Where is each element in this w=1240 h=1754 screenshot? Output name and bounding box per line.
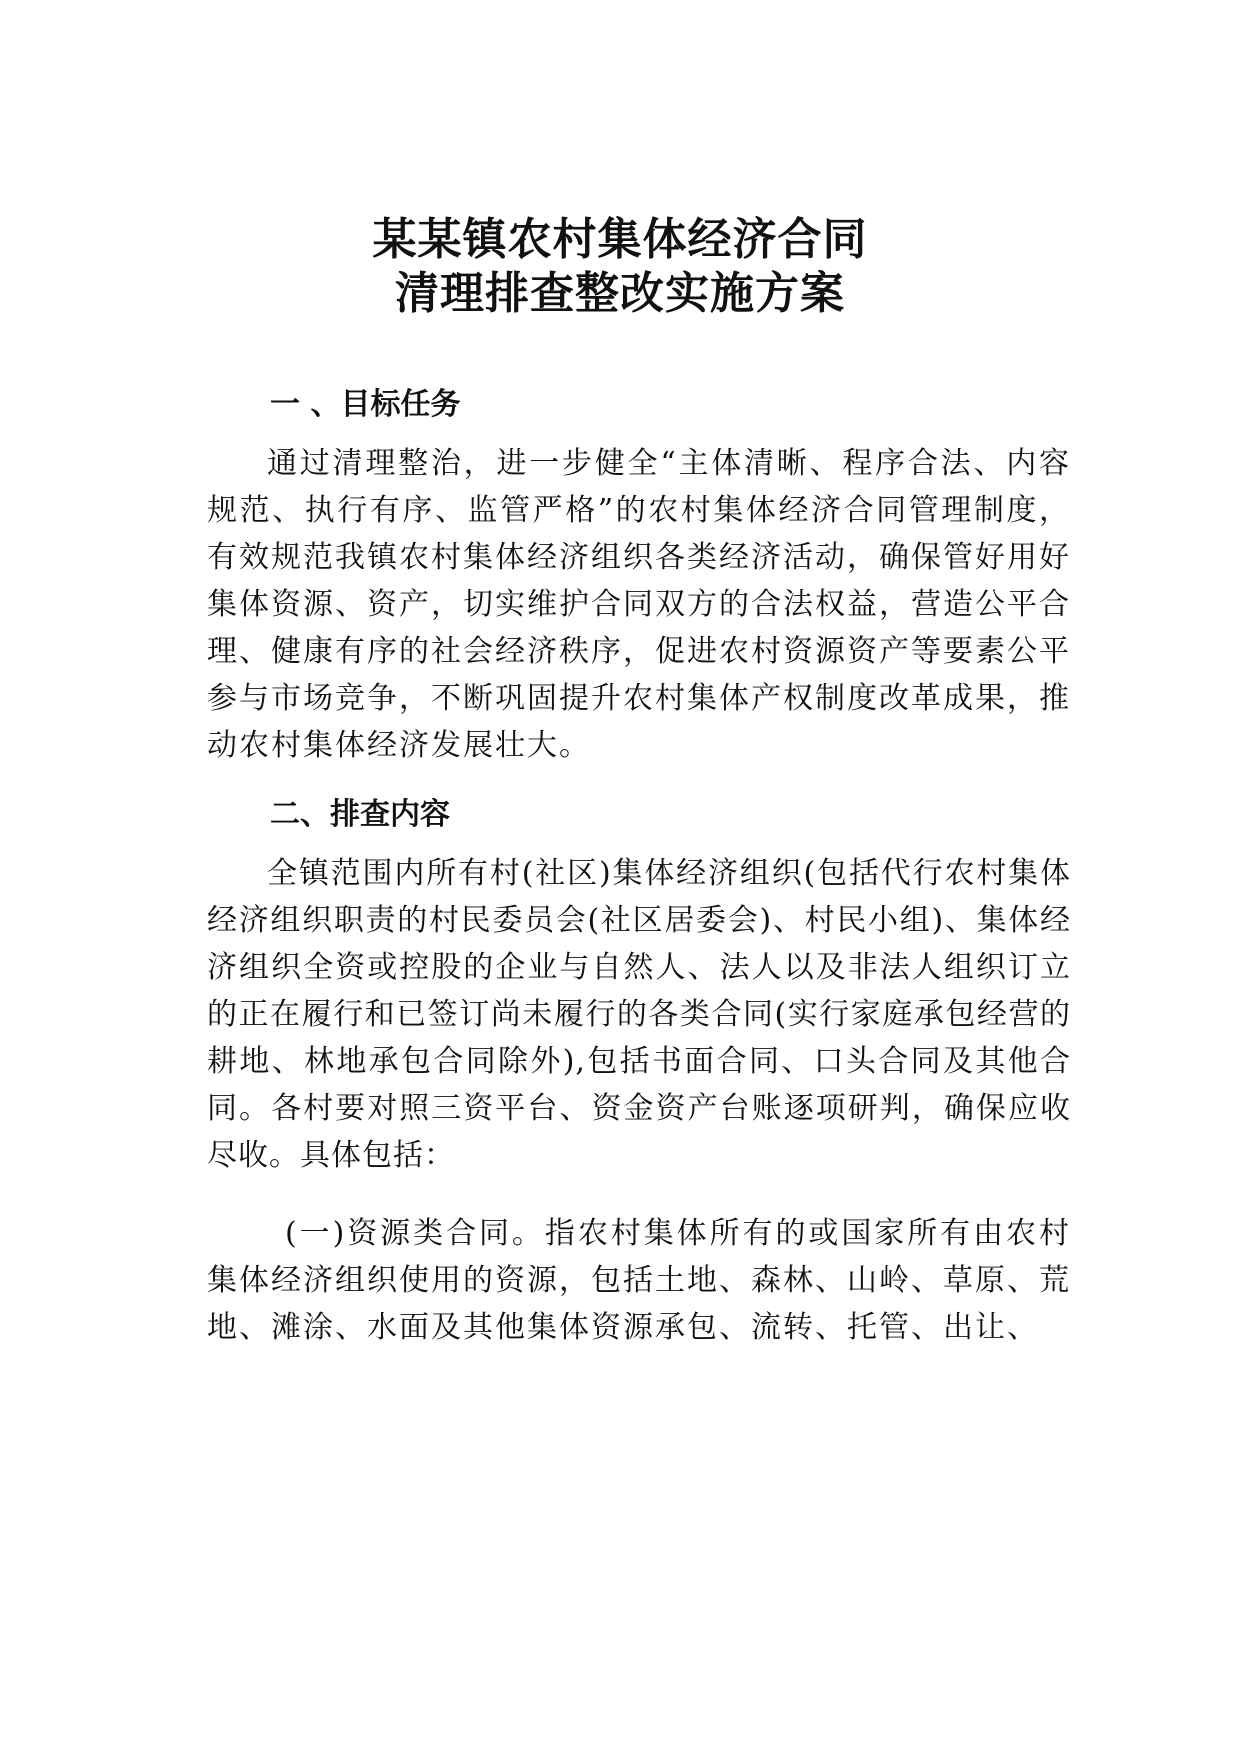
document-title-line-1: 某某镇农村集体经济合同 xyxy=(372,214,868,265)
section-paragraph-goals: 通过清理整治，进一步健全“主体清晰、程序合法、内容规范、执行有序、监管严格”的农村集体经济合同管理制度，有效规范我镇农村集体经济组织各类经济活动，确保管好用好集体资源、资产，切实维护合同双方的合法权益，营造公平合理、健康有序的社会经济秩序，促进农村资源资产等要素公平参与市场竞争，不断巩固提升农村集体产权制度改革成果，推动农村集体经济发展壮大。 xyxy=(207,446,1071,763)
section-heading-goals: 一 、目标任务 xyxy=(270,387,461,422)
section-heading-inspection-content: 二、排查内容 xyxy=(270,797,450,832)
sub-paragraph-resource-contracts: (一)资源类合同。指农村集体所有的或国家所有由农村集体经济组织使用的资源，包括土地、森林、山岭、草原、荒地、滩涂、水面及其他集体资源承包、流转、托管、出让、 xyxy=(207,1216,1071,1345)
section-paragraph-inspection-content: 全镇范围内所有村(社区)集体经济组织(包括代行农村集体经济组织职责的村民委员会(社区居委会)、村民小组)、集体经济组织全资或控股的企业与自然人、法人以及非法人组织订立的正在履行和已签订尚未履行的各类合同(实行家庭承包经营的耕地、林地承包合同除外),包括书面合同、口头合同及其他合同。各村要对照三资平台、资金资产台账逐项研判，确保应收尽收。具体包括： xyxy=(207,856,1071,1173)
document-title-line-2: 清理排查整改实施方案 xyxy=(395,268,845,319)
